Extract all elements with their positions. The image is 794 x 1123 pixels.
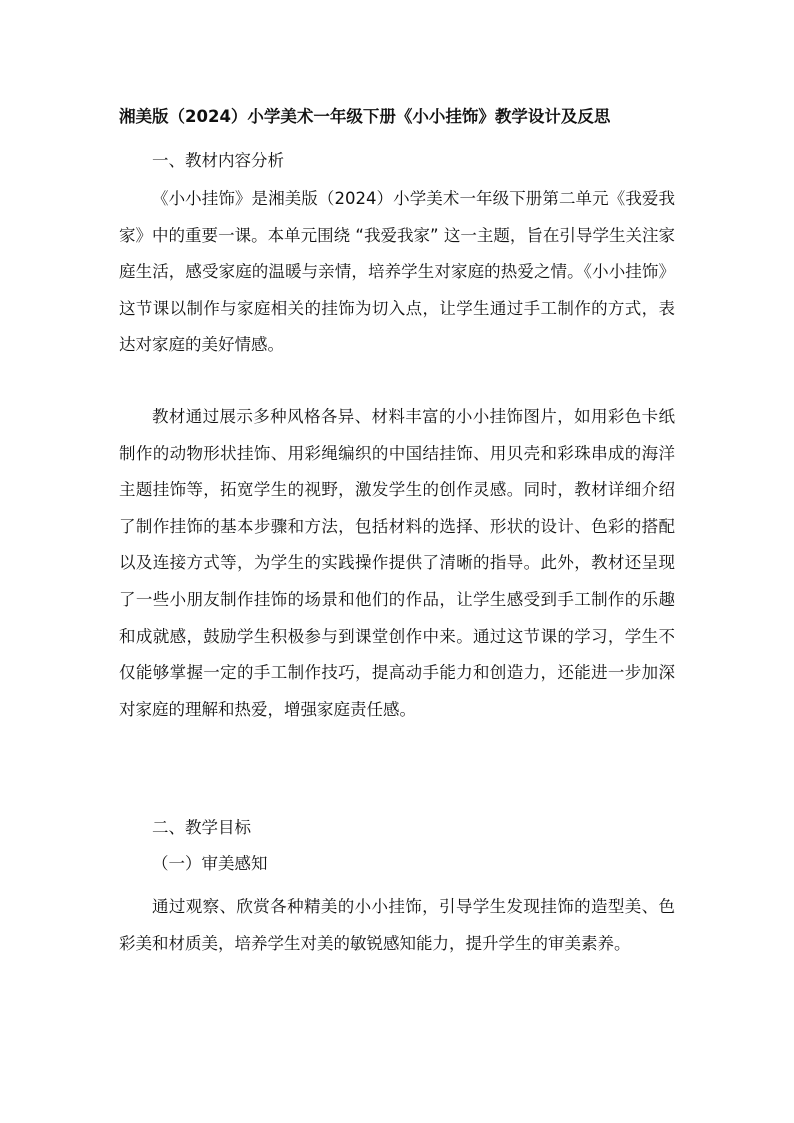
section-1-paragraph-2: 教材通过展示多种风格各异、材料丰富的小小挂饰图片，如用彩色卡纸制作的动物形状挂饰、用彩绳编织的中国结挂饰、用贝壳和彩珠串成的海洋主题挂饰等，拓宽学生的视野，激发学生的创作灵感。同时，教材详细介绍了制作挂饰的基本步骤和方法，包括材料的选择、形状的设计、色彩的搭配以及连接方式等，为学生的实践操作提供了清晰的指导。此外，教材还呈现了一些小朋友制作挂饰的场景和他们的作品，让学生感受到手工制作的乐趣和成就感，鼓励学生积极参与到课堂创作中来。通过这节课的学习，学生不仅能够掌握一定的手工制作技巧，提高动手能力和创造力，还能进一步加深对家庭的理解和热爱，增强家庭责任感。 xyxy=(119,407,675,719)
section-1-paragraph-1: 《小小挂饰》是湘美版（2024）小学美术一年级下册第二单元《我爱我家》中的重要一课。本单元围绕 “我爱我家” 这一主题，旨在引导学生关注家庭生活，感受家庭的温暖与亲情，培养学生对家庭的热爱之情。《小小挂饰》这节课以制作与家庭相关的挂饰为切入点，让学生通过手工制作的方式，表达对家庭的美好情感。 xyxy=(119,189,675,355)
section-heading-1: 一、教材内容分析 xyxy=(152,151,284,170)
section-2-paragraph-1: 通过观察、欣赏各种精美的小小挂饰，引导学生发现挂饰的造型美、色彩美和材质美，培养学生对美的敏锐感知能力，提升学生的审美素养。 xyxy=(119,897,675,953)
document-title: 湘美版（2024）小学美术一年级下册《小小挂饰》教学设计及反思 xyxy=(119,107,611,126)
subsection-heading: （一）审美感知 xyxy=(152,854,268,873)
section-heading-2: 二、教学目标 xyxy=(152,818,251,837)
